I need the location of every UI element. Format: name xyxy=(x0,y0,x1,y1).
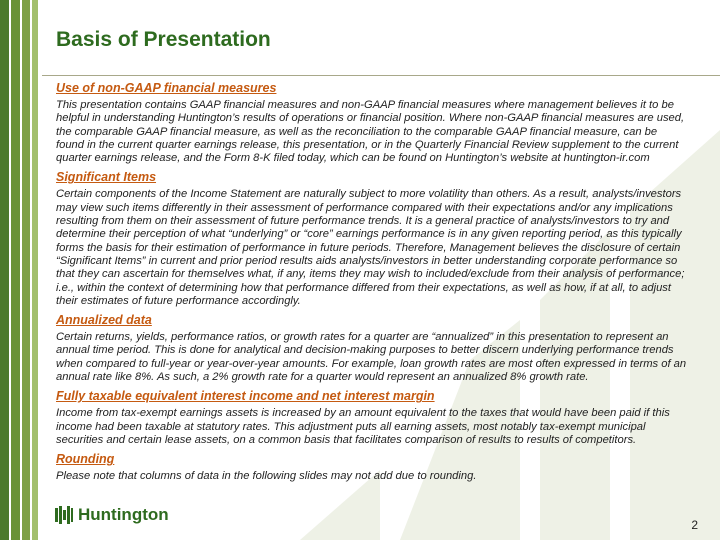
section-heading: Fully taxable equivalent interest income and net interest margin xyxy=(56,389,435,404)
huntington-logo-icon xyxy=(55,506,73,524)
section-non-gaap xyxy=(56,81,688,165)
section-body: This presentation contains GAAP financial measures and non-GAAP financial measures where management believes it to be helpful in understanding Huntington’s results of operations or financial position. Where non-GAAP financial measures are used, the comparable GAAP financial measure, as well as the reconciliation to the comparable GAAP financial measure, can be found in the current quarter earnings release, this presentation, or in the Quarterly Financial Review supplement to the current quarter earnings release, and the Form 8-K filed today, which can be found on Huntington’s website at huntington-ir.com xyxy=(56,99,685,165)
logo-text: Huntington xyxy=(78,505,169,524)
section-fte xyxy=(56,389,688,447)
section-heading: Significant Items xyxy=(56,170,157,185)
section-heading: Use of non-GAAP financial measures xyxy=(56,81,277,95)
section-body: Certain returns, yields, performance ratios, or growth rates for a quarter are “annualized” in this presentation to represent an annual time period. This is done for analytical and decision-making purposes to better discern underlying performance trends when compared to full-year or year-over-year amounts. For example, loan growth rates are most often expressed in terms of an annual rate like 8%. As such, a 2% growth rate for a quarter would represent an annualized 8% growth rate. xyxy=(56,331,687,384)
section-heading: Rounding xyxy=(56,452,115,467)
section-heading: Annualized data xyxy=(56,313,152,328)
section-body: Certain components of the Income Statement are naturally subject to more volatility than others. As a result, analysts/investors may view such items differently in their assessment of performance compared with their expectations and/or any implications resulting from them on their assessment of future performance trends. It is a general practice of analysts/investors to try and determine their perception of what “underlying” or “core” earnings performance is in any given reporting period, as this typically forms the basis for their estimation of performance in future periods. Therefore, Management believes the disclosure of certain “Significant Items” in current and prior period results aids analysts/investors in better understanding corporate performance so that they can ascertain for themselves what, if any, items they may wish to included/exclude from their analysis of performance; i.e., within the context of determining how that performance differed from their expectations, as well as how, if at all, to adjust their estimates of future performance accordingly. xyxy=(56,188,685,307)
content-area xyxy=(56,81,688,489)
section-annualized-data xyxy=(56,313,688,384)
section-rounding xyxy=(56,452,688,483)
section-body: Income from tax-exempt earnings assets is increased by an amount equivalent to the taxes that would have been paid if this income had been taxable at statutory rates. This adjustment puts all earning assets, most notably tax-exempt municipal securities and certain lease assets, on a common basis that facilitates comparison of results to results of competitors. xyxy=(56,407,670,446)
page-title: Basis of Presentation xyxy=(56,28,271,51)
section-significant-items xyxy=(56,170,688,308)
section-body: Please note that columns of data in the following slides may not add due to rounding. xyxy=(56,470,477,483)
huntington-logo xyxy=(55,505,169,525)
title-divider xyxy=(42,75,720,76)
page-number: 2 xyxy=(691,518,698,532)
